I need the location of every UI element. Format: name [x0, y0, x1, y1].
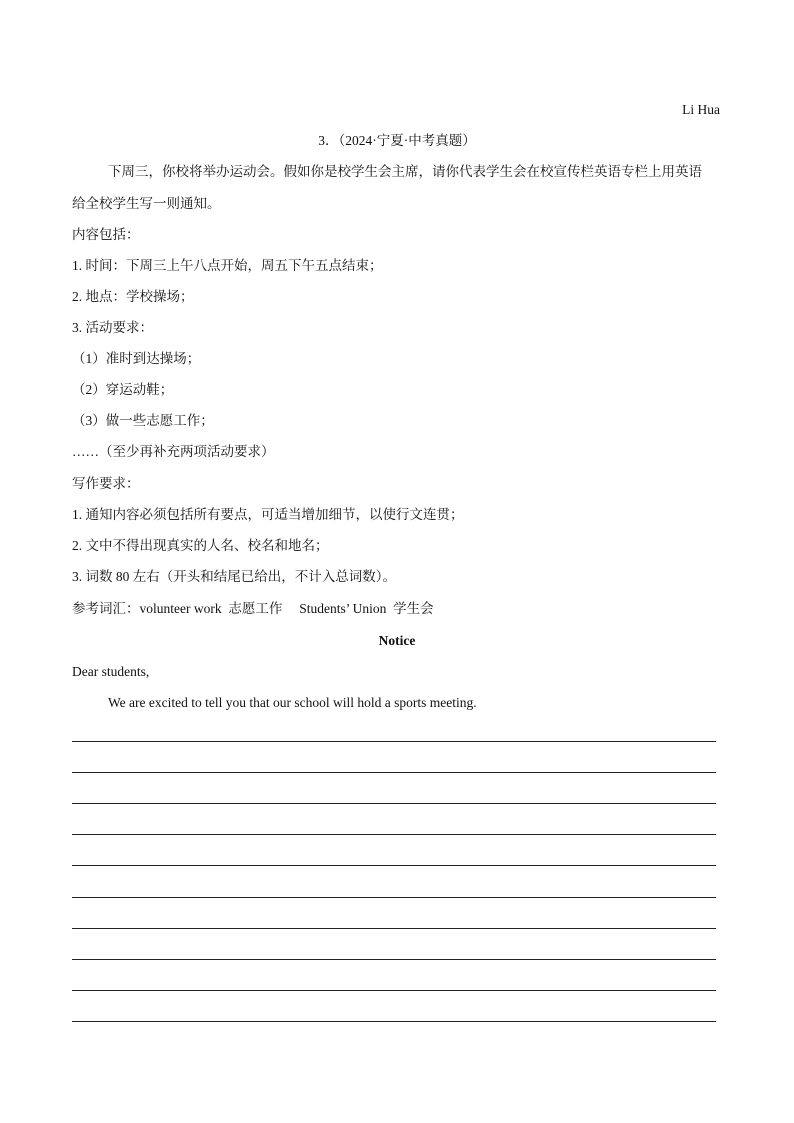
answer-line[interactable] — [72, 990, 716, 991]
answer-line[interactable] — [72, 959, 716, 960]
content-item: 2. 地点：学校操场； — [72, 289, 194, 304]
content-item: （3）做一些志愿工作； — [72, 413, 214, 428]
prompt-line-1: 下周三，你校将举办运动会。假如你是校学生会主席，请你代表学生会在校宣传栏英语专栏上用英语 — [108, 164, 702, 179]
content-item: 1. 时间：下周三上午八点开始，周五下午五点结束； — [72, 258, 383, 273]
content-item: 3. 活动要求： — [72, 320, 153, 335]
signature-text: Li Hua — [682, 102, 720, 117]
prompt-line-2: 给全校学生写一则通知。 — [72, 196, 221, 211]
question-heading: 3．（2024·宁夏·中考真题） — [318, 133, 476, 148]
writing-item: 1. 通知内容必须包括所有要点，可适当增加细节，以使行文连贯； — [72, 507, 464, 522]
notice-title: Notice — [378, 633, 416, 648]
answer-line[interactable] — [72, 834, 716, 835]
answer-line[interactable] — [72, 803, 716, 804]
content-label: 内容包括： — [72, 227, 140, 242]
salutation: Dear students, — [72, 664, 150, 679]
answer-line[interactable] — [72, 928, 716, 929]
writing-item: 2. 文中不得出现真实的人名、校名和地名； — [72, 538, 329, 553]
content-item: ……（至少再补充两项活动要求） — [72, 444, 275, 459]
answer-line[interactable] — [72, 1021, 716, 1022]
content-item: （2）穿运动鞋； — [72, 382, 174, 397]
answer-line[interactable] — [72, 865, 716, 866]
answer-line[interactable] — [72, 772, 716, 773]
vocab-hint: 参考词汇：volunteer work 志愿工作 Students’ Union 学生会 — [72, 601, 434, 616]
writing-item: 3. 词数 80 左右（开头和结尾已给出，不计入总词数）。 — [72, 569, 396, 584]
writing-label: 写作要求： — [72, 476, 140, 491]
opening-sentence: We are excited to tell you that our school will hold a sports meeting. — [108, 695, 477, 710]
answer-line[interactable] — [72, 741, 716, 742]
answer-line[interactable] — [72, 897, 716, 898]
content-item: （1）准时到达操场； — [72, 351, 201, 366]
